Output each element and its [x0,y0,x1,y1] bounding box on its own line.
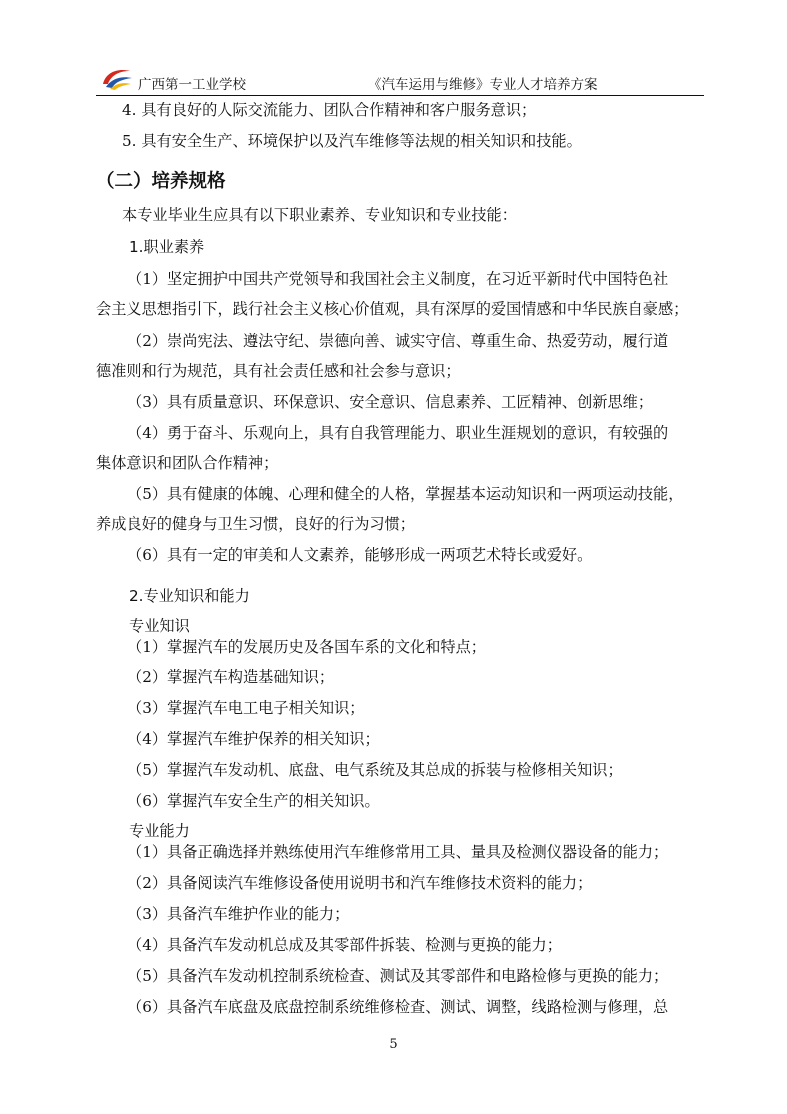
knowledge-item-3: （3）掌握汽车电工电子相关知识； [127,699,365,717]
page-number: 5 [389,1037,398,1052]
intro-item-5: 5. 具有安全生产、环境保护以及汽车维修等法规的相关知识和技能。 [122,132,582,150]
knowledge-item-2: （2）掌握汽车构造基础知识； [127,668,335,686]
school-logo-icon [100,66,134,92]
ability-item-1: （1）具备正确选择并熟练使用汽车维修常用工具、量具及检测仪器设备的能力； [127,843,669,861]
knowledge-item-1: （1）掌握汽车的发展历史及各国车系的文化和特点； [127,638,486,656]
knowledge-item-6: （6）掌握汽车安全生产的相关知识。 [127,792,380,810]
part1-item-3: （3）具有质量意识、环保意识、安全意识、信息素养、工匠精神、创新思维； [127,393,654,411]
header-school-name: 广西第一工业学校 [138,77,246,93]
part1-item-5-line-1: （5）具有健康的体魄、心理和健全的人格，掌握基本运动知识和一两项运动技能， [127,485,684,503]
part1-item-5-line-2: 养成良好的健身与卫生习惯，良好的行为习惯； [96,515,415,533]
knowledge-item-5: （5）掌握汽车发动机、底盘、电气系统及其总成的拆装与检修相关知识； [127,761,623,779]
header-document-title: 《汽车运用与维修》专业人才培养方案 [368,77,598,93]
part2-title: 2.专业知识和能力 [129,587,250,605]
part1-item-4-line-1: （4）勇于奋斗、乐观向上，具有自我管理能力、职业生涯规划的意识，有较强的 [127,424,669,442]
ability-item-6: （6）具备汽车底盘及底盘控制系统维修检查、测试、调整，线路检测与修理，总 [127,998,669,1016]
part1-item-2-line-1: （2）崇尚宪法、遵法守纪、崇德向善、诚实守信、尊重生命、热爱劳动，履行道 [127,332,669,350]
ability-item-2: （2）具备阅读汽车维修设备使用说明书和汽车维修技术资料的能力； [127,874,593,892]
part1-item-6: （6）具有一定的审美和人文素养，能够形成一两项艺术特长或爱好。 [127,546,593,564]
ability-item-4: （4）具备汽车发动机总成及其零部件拆装、检测与更换的能力； [127,936,562,954]
knowledge-item-4: （4）掌握汽车维护保养的相关知识； [127,730,380,748]
ability-item-3: （3）具备汽车维护作业的能力； [127,905,350,923]
part1-item-2-line-2: 德准则和行为规范，具有社会责任感和社会参与意识； [96,362,461,380]
section-intro: 本专业毕业生应具有以下职业素养、专业知识和专业技能： [122,206,517,224]
ability-item-5: （5）具备汽车发动机控制系统检查、测试及其零部件和电路检修与更换的能力； [127,967,669,985]
header-rule [96,95,704,96]
part1-item-4-line-2: 集体意识和团队合作精神； [96,454,279,472]
section-heading: （二）培养规格 [96,171,226,192]
part1-item-1-line-1: （1）坚定拥护中国共产党领导和我国社会主义制度，在习近平新时代中国特色社 [127,270,669,288]
ability-title: 专业能力 [129,822,190,840]
part1-item-1-line-2: 会主义思想指引下，践行社会主义核心价值观，具有深厚的爱国情感和中华民族自豪感； [96,300,689,318]
intro-item-4: 4. 具有良好的人际交流能力、团队合作精神和客户服务意识； [122,101,537,119]
part1-title: 1.职业素养 [129,238,205,256]
knowledge-title: 专业知识 [129,617,190,635]
page-header [96,66,704,96]
